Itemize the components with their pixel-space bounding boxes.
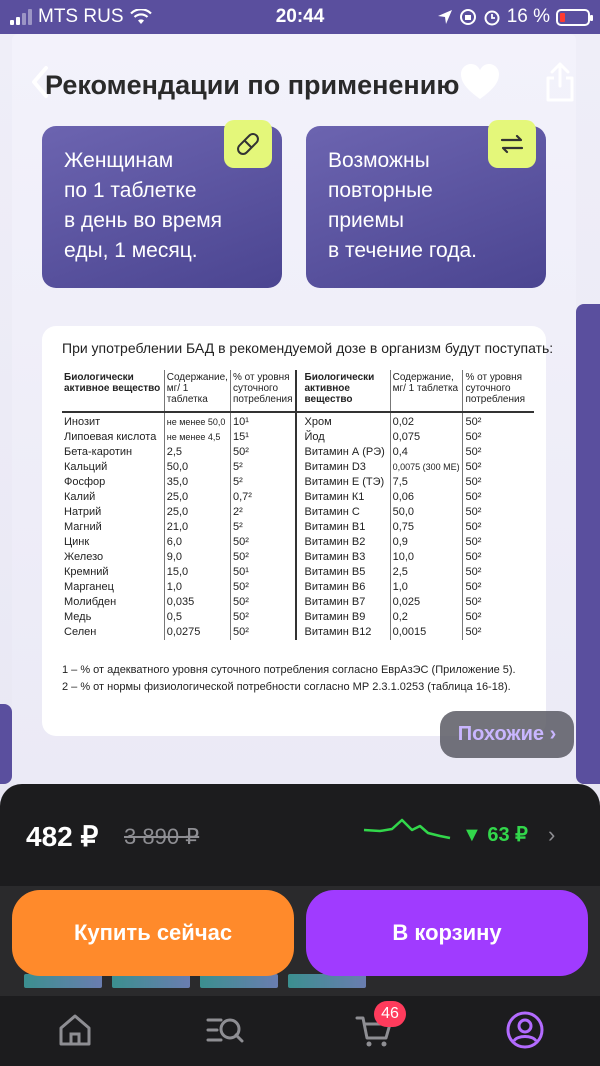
substance-cell: Инозит	[62, 412, 164, 430]
product-image-gallery[interactable]	[0, 34, 600, 784]
percent-cell: 5²	[230, 520, 295, 535]
substance-cell: Натрий	[62, 505, 164, 520]
table-body	[62, 412, 534, 640]
content-cell: 6,0	[164, 535, 230, 550]
percent-cell: 50²	[230, 550, 295, 565]
content-cell: 15,0	[164, 565, 230, 580]
profile-icon[interactable]	[505, 1010, 545, 1050]
table-caption: При употреблении БАД в рекомендуемой дозе в организм будут поступать:	[62, 340, 554, 356]
content-cell: 50,0	[390, 505, 463, 520]
percent-cell: 50²	[230, 595, 295, 610]
status-right	[437, 6, 590, 28]
substance-cell: Марганец	[62, 580, 164, 595]
substance-cell: Витамин В5	[296, 565, 391, 580]
table-row	[62, 610, 534, 625]
composition-table-card	[42, 326, 554, 736]
percent-cell: 50²	[230, 580, 295, 595]
usage-card-text: Женщинам по 1 таблетке в день во время еды, 1 месяц.	[64, 149, 223, 262]
substance-cell: Магний	[62, 520, 164, 535]
substance-cell: Витамин В2	[296, 535, 391, 550]
content-cell: 21,0	[164, 520, 230, 535]
carrier-name: MTS RUS	[38, 6, 124, 27]
table-row	[62, 520, 534, 535]
content-cell: 1,0	[164, 580, 230, 595]
alarm-icon	[483, 8, 501, 26]
substance-cell: Витамин Е (ТЭ)	[296, 475, 391, 490]
thumbnail[interactable]	[288, 974, 366, 988]
percent-cell: 50²	[465, 431, 482, 443]
percent-cell: 50²	[465, 536, 482, 548]
back-icon[interactable]	[26, 62, 56, 102]
home-icon[interactable]	[55, 1010, 95, 1050]
percent-cell: 50²	[465, 461, 482, 473]
header-content: Содержание, мг/ 1 таблетка	[164, 370, 230, 412]
percent-cell: 5²	[230, 460, 295, 475]
rotation-lock-icon	[459, 8, 477, 26]
page-title: Рекомендации по применению	[45, 70, 460, 100]
status-time: 20:44	[275, 6, 325, 27]
table-row	[62, 475, 534, 490]
favorite-heart-icon[interactable]	[458, 62, 502, 102]
content-cell: 0,75	[390, 520, 463, 535]
header-percent: % от уровня суточного потребления	[230, 370, 295, 412]
current-price: 482 ₽	[26, 821, 99, 852]
content-cell: 0,025	[390, 595, 463, 610]
substance-cell: Витамин А (РЭ)	[296, 445, 391, 460]
price-drop: ▼ 63 ₽	[462, 824, 528, 846]
content-cell: 0,5	[164, 610, 230, 625]
content-cell: 0,0075 (300 МЕ)	[390, 460, 463, 475]
footnotes	[62, 662, 526, 696]
action-bar	[0, 886, 600, 996]
percent-cell: 50²	[465, 476, 482, 488]
content-cell: 25,0	[164, 490, 230, 505]
header-content: Содержание, мг/ 1 таблетка	[390, 370, 463, 412]
percent-cell: 0,7²	[230, 490, 295, 505]
buy-now-button[interactable]: Купить сейчас	[12, 890, 294, 976]
header-substance: Биологически активное вещество	[296, 370, 391, 412]
table-row	[62, 535, 534, 550]
substance-cell: Йод	[296, 430, 391, 445]
table-row	[62, 550, 534, 565]
content-cell: 0,075	[390, 430, 463, 445]
table-row	[62, 460, 534, 475]
location-icon	[437, 9, 453, 25]
percent-cell: 50²	[465, 581, 482, 593]
content-cell: 0,4	[390, 445, 463, 460]
percent-cell: 50²	[230, 445, 295, 460]
content-cell: 2,5	[390, 565, 463, 580]
substance-cell: Витамин С	[296, 505, 391, 520]
add-to-cart-button[interactable]: В корзину	[306, 890, 588, 976]
substance-cell: Молибден	[62, 595, 164, 610]
content-cell: 0,035	[164, 595, 230, 610]
content-cell: 0,9	[390, 535, 463, 550]
substance-cell: Селен	[62, 625, 164, 640]
content-cell: 10,0	[390, 550, 463, 565]
percent-cell: 50²	[230, 610, 295, 625]
table-row	[62, 625, 534, 640]
substance-cell: Фосфор	[62, 475, 164, 490]
substance-cell: Витамин D3	[296, 460, 391, 475]
substance-cell: Витамин В6	[296, 580, 391, 595]
content-cell: 1,0	[390, 580, 463, 595]
prev-photo-peek	[0, 704, 12, 784]
bottom-nav	[0, 996, 600, 1066]
content-cell: 2,5	[164, 445, 230, 460]
next-photo-peek	[576, 304, 600, 784]
substance-cell: Цинк	[62, 535, 164, 550]
usage-card-text: Возможны повторные приемы в течение года.	[328, 149, 477, 262]
content-cell: 9,0	[164, 550, 230, 565]
battery-icon	[556, 9, 590, 26]
share-icon[interactable]	[540, 60, 580, 104]
percent-cell: 15¹	[230, 430, 295, 445]
thumbnail[interactable]	[200, 974, 278, 988]
substance-cell: Витамин В1	[296, 520, 391, 535]
footnote-1: 1 – % от адекватного уровня суточного потребления согласно ЕврАзЭС (Приложение 5).	[62, 664, 516, 676]
table-row	[62, 505, 534, 520]
table-row	[62, 445, 534, 460]
table-row	[62, 595, 534, 610]
substance-cell: Витамин В3	[296, 550, 391, 565]
thumbnail[interactable]	[112, 974, 190, 988]
content-cell: 0,2	[390, 610, 463, 625]
header-percent: % от уровня суточного потребления	[463, 370, 534, 412]
table-row	[62, 565, 534, 580]
price-history-sparkline-icon	[362, 814, 452, 844]
substance-cell: Калий	[62, 490, 164, 505]
percent-cell: 50²	[465, 506, 482, 518]
thumbnail[interactable]	[24, 974, 102, 988]
percent-cell: 50²	[465, 611, 482, 623]
table-row	[62, 412, 534, 430]
content-cell: не менее 50,0	[164, 412, 230, 430]
catalog-search-icon[interactable]	[205, 1010, 245, 1050]
substance-cell: Бета-каротин	[62, 445, 164, 460]
percent-cell: 50¹	[230, 565, 295, 580]
content-cell: 0,0275	[164, 625, 230, 640]
content-cell: 0,0015	[390, 625, 463, 640]
content-cell: 25,0	[164, 505, 230, 520]
content-cell: 7,5	[390, 475, 463, 490]
percent-cell: 50²	[465, 416, 482, 428]
substance-cell: Кальций	[62, 460, 164, 475]
usage-card-repeat	[306, 126, 546, 288]
table-row	[62, 430, 534, 445]
substance-cell: Липоевая кислота	[62, 430, 164, 445]
substance-cell: Хром	[296, 412, 391, 430]
table-row	[62, 580, 534, 595]
content-cell: 0,06	[390, 490, 463, 505]
chevron-right-icon[interactable]: ›	[548, 822, 556, 847]
substance-cell: Витамин В7	[296, 595, 391, 610]
similar-products-button[interactable]: Похожие ›	[440, 711, 574, 758]
composition-table	[62, 370, 534, 640]
percent-cell: 50²	[465, 566, 482, 578]
percent-cell: 50²	[465, 596, 482, 608]
footnote-2: 2 – % от нормы физиологической потребности согласно МР 2.3.1.0253 (таблица 16-18).	[62, 681, 511, 693]
content-cell: 50,0	[164, 460, 230, 475]
substance-cell: Медь	[62, 610, 164, 625]
old-price: 3 890 ₽	[124, 824, 200, 849]
percent-cell: 50²	[230, 625, 295, 640]
percent-cell: 50²	[230, 535, 295, 550]
battery-percent: 16 %	[506, 6, 550, 27]
percent-cell: 50²	[465, 491, 482, 503]
thumbnail-strip	[24, 974, 366, 988]
status-bar	[0, 0, 600, 34]
percent-cell: 2²	[230, 505, 295, 520]
pill-icon	[224, 120, 272, 168]
usage-card-dosage	[42, 126, 282, 288]
substance-cell: Витамин В9	[296, 610, 391, 625]
percent-cell: 50²	[465, 551, 482, 563]
content-cell: не менее 4,5	[164, 430, 230, 445]
substance-cell: Железо	[62, 550, 164, 565]
percent-cell: 5²	[230, 475, 295, 490]
header-substance: Биологически активное вещество	[62, 370, 164, 412]
substance-cell: Витамин К1	[296, 490, 391, 505]
cart-count-badge: 46	[374, 1001, 406, 1027]
percent-cell: 10¹	[230, 412, 295, 430]
percent-cell: 50²	[465, 446, 482, 458]
table-row	[62, 490, 534, 505]
repeat-icon	[488, 120, 536, 168]
percent-cell: 50²	[465, 521, 482, 533]
content-cell: 35,0	[164, 475, 230, 490]
substance-cell: Кремний	[62, 565, 164, 580]
substance-cell: Витамин В12	[296, 625, 391, 640]
content-cell: 0,02	[390, 412, 463, 430]
percent-cell: 50²	[465, 626, 482, 638]
